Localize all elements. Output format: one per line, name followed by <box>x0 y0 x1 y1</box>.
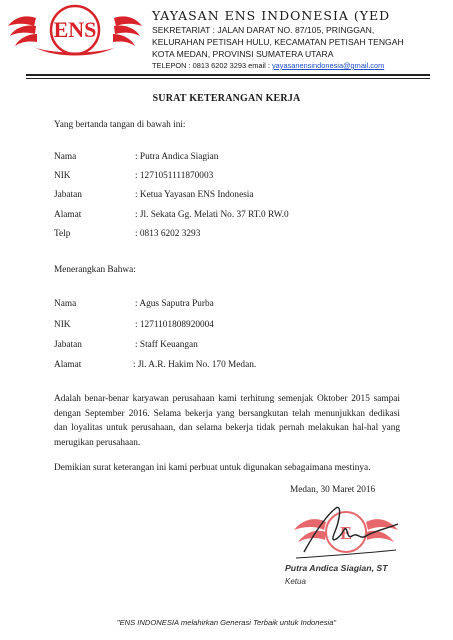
employee-label-nik: NIK <box>54 320 71 330</box>
signer-label-nik: NIK <box>54 171 71 181</box>
stamp-icon <box>294 512 398 552</box>
signer-label-alamat: Alamat <box>54 210 82 220</box>
signer-label-jabatan: Jabatan <box>54 190 82 200</box>
footer-tagline: "ENS INDONESIA melahirkan Generasi Terbaik untuk Indonesia" <box>116 618 337 627</box>
employee-value-jabatan: : Staff Keuangan <box>135 340 198 350</box>
email-link[interactable]: yayasanensindonesia@gmail.com <box>271 61 385 70</box>
employee-value-nik: : 1271101808920004 <box>135 320 214 330</box>
statement-text: Menerangkan Bahwa: <box>54 265 136 275</box>
employee-label-name: Nama <box>54 299 77 309</box>
svg-text:E: E <box>339 523 353 543</box>
signer-title: Ketua <box>285 577 306 586</box>
phone-text: TELEPON : 0813 6202 3293 email : <box>152 61 272 70</box>
intro-text: Yang bertanda tangan di bawah ini: <box>54 120 186 130</box>
logo-text: ENS <box>53 17 97 42</box>
signer-value-jabatan: : Ketua Yayasan ENS Indonesia <box>135 190 254 200</box>
header-divider-thin <box>26 78 430 79</box>
address-line-2: KELURAHAN PETISAH HULU, KECAMATAN PETISAH TENGAH <box>152 37 404 47</box>
employee-label-alamat: Alamat <box>54 360 82 370</box>
letter-title: SURAT KETERANGAN KERJA <box>152 93 301 104</box>
ens-logo <box>6 4 144 56</box>
signer-label-telp: Telp <box>54 229 71 239</box>
signer-value-name: : Putra Andica Siagian <box>135 152 219 162</box>
body-paragraph: Adalah benar-benar karyawan perusahaan kami terhitung semenjak Oktober 2015 sampai dengan September 2016. Selama bekerja yang bersangkutan telah menunjukkan dedikasi dan loyalitas untuk perusahaan, dan selama bekerja tidak pernah melakukan hal-hal yang merugikan perusahaan. <box>54 394 400 448</box>
address-line-1: SEKRETARIAT : JALAN DARAT NO. 87/105, PRINGGAN, <box>152 25 375 35</box>
signer-value-telp: : 0813 6202 3293 <box>135 229 201 239</box>
closing-text: Demikian surat keterangan ini kami perbuat untuk digunakan sebagaimana mestinya. <box>54 463 371 473</box>
contact-line <box>152 61 384 70</box>
signature-with-stamp <box>286 500 406 562</box>
signer-label-name: Nama <box>54 152 77 162</box>
signer-name: Putra Andica Siagian, ST <box>285 563 388 573</box>
header-divider-thick <box>26 74 430 76</box>
employee-value-alamat: : Jl. A.R. Hakim No. 170 Medan. <box>133 360 257 370</box>
org-name: YAYASAN ENS INDONESIA (YED <box>152 8 391 23</box>
employee-value-name: : Agus Saputra Purba <box>135 299 214 309</box>
place-date: Medan, 30 Maret 2016 <box>290 485 376 495</box>
address-line-3: KOTA MEDAN, PROVINSI SUMATERA UTARA <box>152 49 334 59</box>
employee-label-jabatan: Jabatan <box>54 340 82 350</box>
signer-value-nik: : 1271051111870003 <box>135 171 214 181</box>
signer-value-alamat: : Jl. Sekata Gg. Melati No. 37 RT.0 RW.0 <box>135 210 289 220</box>
